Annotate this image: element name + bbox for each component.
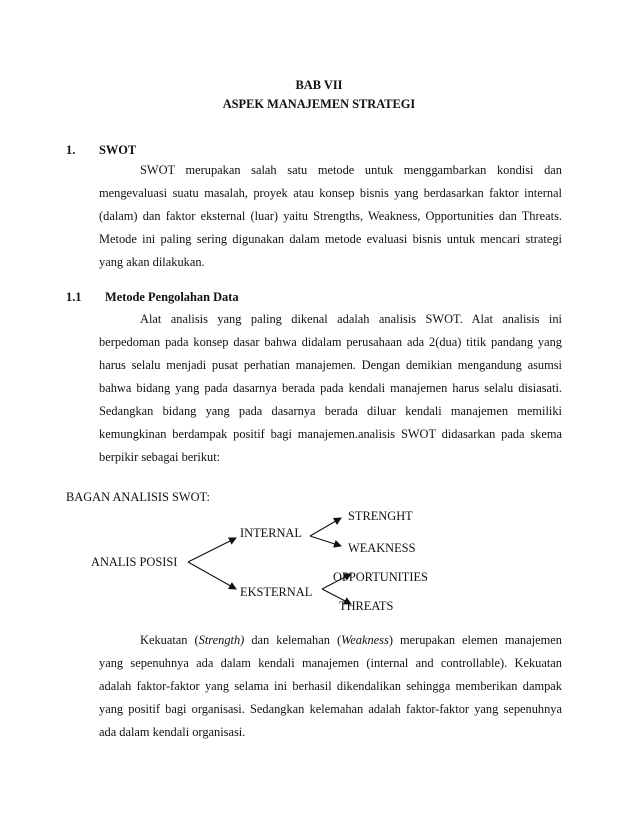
subsection-title: Metode Pengolahan Data [105, 290, 239, 304]
paragraph-line: (dalam) dan faktor eksternal (luar) yaitu Strengths, Weakness, Opportunities dan Threats. [99, 209, 562, 223]
paragraph-line: berpikir sebagai berikut: [99, 450, 221, 464]
closing-paragraph [99, 629, 562, 744]
opportunities-label: OPPORTUNITIES [333, 570, 428, 584]
paragraph-line: adalah faktor-faktor yang selama ini berhasil dikendalikan sehingga memberikan dampak [99, 679, 562, 693]
paragraph-line: Alat analisis yang paling dikenal adalah analisis SWOT. Alat analisis ini [140, 312, 562, 326]
paragraph-line [99, 629, 562, 652]
subsection-number: 1.1 [66, 290, 82, 304]
paragraph-line: bahwa bidang yang pada dasarnya berada pada kendali manajemen harus selalu disiasati. [99, 381, 562, 395]
strength-label: STRENGHT [348, 509, 413, 523]
root-label: ANALIS POSISI [91, 555, 178, 569]
paragraph-line: yang akan dilakukan. [99, 255, 205, 269]
paragraph-line: yang sepenuhnya ada dalam kendali manajemen (internal and controllable). Kekuatan [99, 656, 562, 670]
paragraph-line: harus selalu menjadi pusat perhatian manajemen. Dengan demikian mengandung asumsi [99, 358, 562, 372]
section-title: SWOT [99, 143, 137, 157]
diagram-heading: BAGAN ANALISIS SWOT: [66, 490, 210, 504]
paragraph-line: yang positif bagi organisasi. Sedangkan kelemahan adalah faktor-faktor yang sepenuhnya [99, 702, 562, 716]
chapter-number: BAB VII [295, 78, 343, 92]
paragraph-line: ada dalam kendali organisasi. [99, 725, 246, 739]
chapter-title: ASPEK MANAJEMEN STRATEGI [222, 97, 416, 111]
section-number: 1. [66, 143, 76, 157]
text-run: ) merupakan elemen manajemen [388, 633, 562, 647]
arrow-to-eksternal [188, 562, 236, 589]
internal-label: INTERNAL [240, 526, 302, 540]
threats-label: THREATS [339, 599, 394, 613]
strength-term: Strength) [198, 633, 245, 647]
arrow-to-strength [310, 518, 341, 536]
text-run: Kekuatan ( [140, 633, 199, 647]
paragraph-line: Sedangkan bidang yang pada dasarnya berada diluar kendali manajemen memiliki [99, 404, 562, 418]
arrow-to-internal [188, 538, 236, 562]
paragraph-line: SWOT merupakan salah satu metode untuk menggambarkan kondisi dan [140, 163, 562, 177]
arrow-to-weakness [310, 536, 341, 546]
paragraph-line: Metode ini paling sering digunakan dalam metode evaluasi bisnis untuk mencari strategi [99, 232, 562, 246]
eksternal-label: EKSTERNAL [240, 585, 313, 599]
paragraph-line: kemungkinan berdampak positif bagi manajemen.analisis SWOT didasarkan pada skema [99, 427, 562, 441]
text-run: dan kelemahan ( [244, 633, 342, 647]
paragraph-line: berpedoman pada konsep dasar bahwa didalam perusahaan ada 2(dua) titik pandang yang [99, 335, 562, 349]
paragraph-line: mengevaluasi suatu masalah, proyek atau konsep bisnis yang berdasarkan faktor internal [99, 186, 562, 200]
weakness-term: Weakness [341, 633, 389, 647]
weakness-label: WEAKNESS [348, 541, 416, 555]
